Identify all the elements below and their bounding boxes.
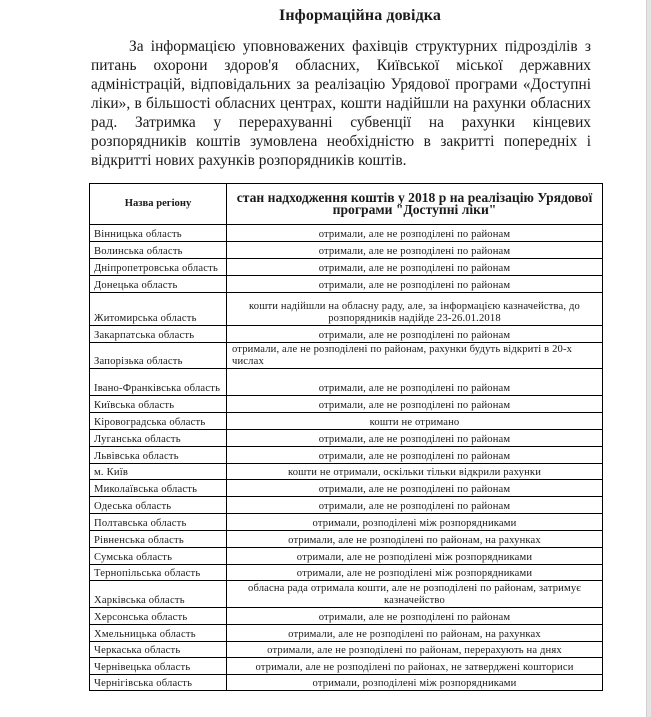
region-name-cell: Луганська область [90,430,227,447]
regions-funding-table [89,183,603,691]
funding-status-cell: отримали, але не розподілені між розпорядниками [227,548,603,565]
table-row [90,369,603,396]
funding-status-cell: отримали, розподілені між розпорядниками [227,675,603,691]
region-name-cell: Житомирська область [90,293,227,326]
document-title: Інформаційна довідка [279,7,441,24]
funding-status-cell: кошти не отримано [227,413,603,430]
table-row [90,480,603,497]
table-body [90,225,603,691]
table-row [90,225,603,242]
table-row [90,430,603,447]
header-status: стан надходження коштів у 2018 р на реалізацію Урядової програми "Доступні ліки" [227,184,603,225]
table-row [90,343,603,369]
table-row [90,514,603,531]
funding-status-cell: отримали, але не розподілені по районам [227,259,603,276]
table-row [90,497,603,514]
funding-status-cell: кошти не отримали, оскільки тільки відкрили рахунки [227,464,603,480]
funding-status-cell: отримали, але не розподілені по районам [227,480,603,497]
funding-status-cell: отримали, але не розподілені по районам [227,369,603,396]
funding-status-cell: отримали, але не розподілені по районам [227,608,603,625]
region-name-cell: Волинська область [90,242,227,259]
table-header-row [90,184,603,225]
region-name-cell: Миколаївська область [90,480,227,497]
region-name-cell: Івано-Франківська область [90,369,227,396]
region-name-cell: Тернопільська область [90,565,227,581]
funding-status-cell: отримали, але не розподілені по районах, не затверджені кошториси [227,658,603,675]
page-edge [646,0,651,717]
funding-status-cell: отримали, але не розподілені по районам [227,242,603,259]
funding-status-cell: отримали, але не розподілені між розпорядниками [227,565,603,581]
table-row [90,675,603,691]
funding-status-cell: отримали, але не розподілені по районам [227,447,603,464]
table-row [90,581,603,608]
region-name-cell: Чернігівська область [90,675,227,691]
table-row [90,464,603,480]
region-name-cell: Полтавська область [90,514,227,531]
funding-status-cell: отримали, розподілені між розпорядниками [227,514,603,531]
funding-status-cell: отримали, але не розподілені по районам [227,326,603,343]
region-name-cell: Вінницька область [90,225,227,242]
funding-status-cell: отримали, але не розподілені по районам [227,430,603,447]
funding-status-cell: кошти надійшли на обласну раду, але, за інформацією казначейства, до розпорядників надійде 23-26.01.2018 [227,293,603,326]
region-name-cell: Кіровоградська область [90,413,227,430]
table-row [90,565,603,581]
table-row [90,642,603,658]
table-row [90,413,603,430]
funding-status-cell: отримали, але не розподілені по районам, на рахунках [227,625,603,642]
table-row [90,293,603,326]
region-name-cell: Дніпропетровська область [90,259,227,276]
table-row [90,548,603,565]
region-name-cell: Чернівецька область [90,658,227,675]
region-name-cell: Запорізька область [90,343,227,369]
table-row [90,259,603,276]
region-name-cell: Одеська область [90,497,227,514]
table-row [90,276,603,293]
table-row [90,531,603,548]
funding-status-cell: отримали, але не розподілені по районам [227,396,603,413]
region-name-cell: Львівська область [90,447,227,464]
funding-status-cell: отримали, але не розподілені по районам [227,225,603,242]
table-row [90,396,603,413]
funding-status-cell: отримали, але не розподілені по районам, рахунки будуть відкриті в 20-х числах [227,343,603,369]
table-row [90,242,603,259]
funding-status-cell: отримали, але не розподілені по районам, на рахунках [227,531,603,548]
table-row [90,658,603,675]
funding-status-cell: отримали, але не розподілені по районам [227,497,603,514]
funding-status-cell: отримали, але не розподілені по районам, перерахують на днях [227,642,603,658]
table-row [90,625,603,642]
region-name-cell: Сумська область [90,548,227,565]
region-name-cell: м. Київ [90,464,227,480]
funding-status-cell: обласна рада отримала кошти, але не розподілені по районам, затримує казначейство [227,581,603,608]
region-name-cell: Харківська область [90,581,227,608]
region-name-cell: Херсонська область [90,608,227,625]
region-name-cell: Рівненська область [90,531,227,548]
region-name-cell: Київська область [90,396,227,413]
table-row [90,447,603,464]
funding-status-cell: отримали, але не розподілені по районам [227,276,603,293]
table-row [90,326,603,343]
intro-paragraph: За інформацією уповноважених фахівців структурних підрозділів з питань охорони здоров'я обласних, Київської міської державних адміністрацій, відповідальних за реалізацію Урядової програми «Доступні ліки», в більшості обласних центрах, кошти надійшли на рахунки обласних рад. Затримка у перерахуванні субвенції на рахунки кінцевих розпорядників коштів зумовлена необхідністю в закритті попередніх і відкритті нових рахунків розпорядників коштів. [91,38,591,169]
table-row [90,608,603,625]
region-name-cell: Хмельницька область [90,625,227,642]
region-name-cell: Закарпатська область [90,326,227,343]
header-region: Назва регіону [90,184,227,225]
region-name-cell: Донецька область [90,276,227,293]
region-name-cell: Черкаська область [90,642,227,658]
